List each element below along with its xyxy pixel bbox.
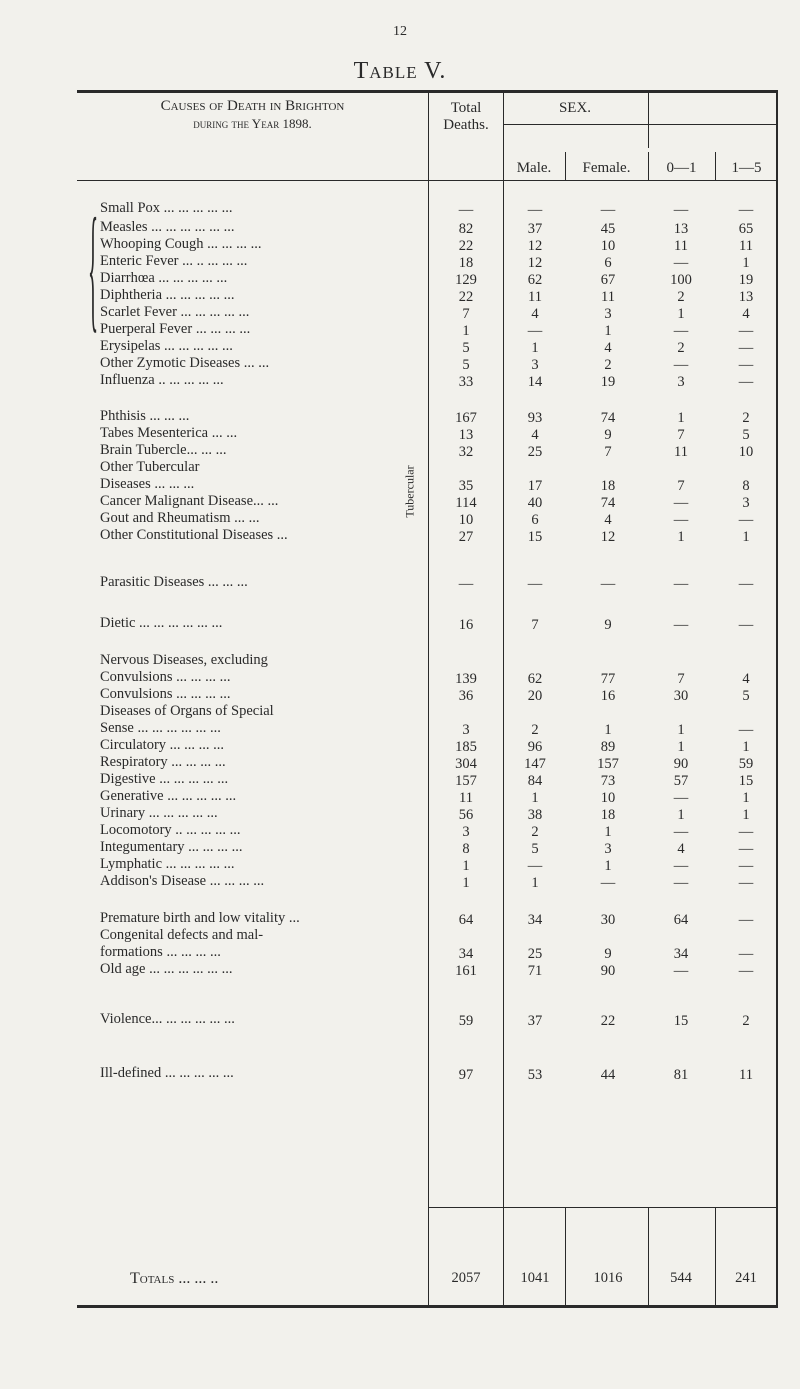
cell-a: — — [673, 255, 689, 271]
sex-rule — [503, 124, 778, 125]
row-cause: formations ... ... ... ... — [100, 944, 221, 960]
rule-totals-a — [648, 1207, 649, 1307]
cell-a: 15 — [673, 1013, 689, 1029]
cell-male: 12 — [527, 255, 543, 271]
cell-female: 74 — [600, 410, 616, 426]
cell-male: 147 — [524, 756, 546, 772]
cell-female: 1 — [604, 722, 612, 738]
cell-a: 1 — [677, 807, 685, 823]
cell-total: 3 — [462, 824, 470, 840]
cell-b: — — [738, 323, 754, 339]
totals-female: 1016 — [593, 1270, 623, 1286]
cell-male: 14 — [527, 374, 543, 390]
cell-female: — — [600, 875, 616, 891]
cell-b: 8 — [742, 478, 750, 494]
cell-a: 7 — [677, 671, 685, 687]
cell-b: — — [738, 374, 754, 390]
rule-male-left — [503, 90, 504, 1308]
row-cause: Parasitic Diseases ... ... ... — [100, 574, 248, 590]
cell-b: — — [738, 617, 754, 633]
cell-a: — — [673, 202, 689, 218]
cell-a: — — [673, 790, 689, 806]
cell-female: 89 — [600, 739, 616, 755]
cell-female: 4 — [604, 340, 612, 356]
row-cause: Generative ... ... ... ... ... — [100, 788, 237, 804]
row-cause: Other Constitutional Diseases ... — [100, 527, 288, 543]
row-cause: Diseases of Organs of Special — [100, 703, 274, 719]
cell-b: 11 — [739, 1067, 753, 1083]
cell-female: 12 — [600, 529, 616, 545]
row-cause: Convulsions ... ... ... ... — [100, 686, 231, 702]
row-cause: Digestive ... ... ... ... ... — [100, 771, 229, 787]
row-cause: Locomotory .. ... ... ... ... — [100, 822, 241, 838]
cell-a: 1 — [677, 739, 685, 755]
cell-male: 5 — [531, 841, 539, 857]
cell-b: 1 — [742, 739, 750, 755]
cell-female: 30 — [600, 912, 616, 928]
cell-female: 45 — [600, 221, 616, 237]
cell-female: 67 — [600, 272, 616, 288]
cell-total: 56 — [458, 807, 474, 823]
header-causes: Causes of Death in Brighton during the Year 1898. — [160, 98, 345, 131]
cell-b: 1 — [742, 529, 750, 545]
cell-a: — — [673, 512, 689, 528]
cell-female: 4 — [604, 512, 612, 528]
table-title: Table V. — [353, 58, 447, 84]
cell-a: 34 — [673, 946, 689, 962]
cell-b: 59 — [738, 756, 754, 772]
cell-female: 11 — [601, 289, 615, 305]
cell-female: 157 — [597, 756, 619, 772]
cell-b: 1 — [742, 790, 750, 806]
header-age-1-5: 1—5 — [731, 160, 762, 176]
row-cause: Gout and Rheumatism ... ... — [100, 510, 260, 526]
cell-female: 3 — [604, 306, 612, 322]
cell-total: 304 — [455, 756, 477, 772]
row-cause: Congenital defects and mal- — [100, 927, 264, 943]
cell-a: — — [673, 963, 689, 979]
cell-female: 73 — [600, 773, 616, 789]
cell-a: 11 — [674, 238, 688, 254]
cell-total: 5 — [462, 340, 470, 356]
cell-total: 129 — [455, 272, 477, 288]
cell-female: 16 — [600, 688, 616, 704]
cell-male: 3 — [531, 357, 539, 373]
cell-female: 6 — [604, 255, 612, 271]
cell-total: 167 — [455, 410, 477, 426]
cell-b: 5 — [742, 427, 750, 443]
row-cause: Influenza .. ... ... ... ... — [100, 372, 224, 388]
cell-a: — — [673, 875, 689, 891]
cell-total: 97 — [458, 1067, 474, 1083]
cell-a: 100 — [670, 272, 692, 288]
row-cause: Addison's Disease ... ... ... ... — [100, 873, 265, 889]
cell-male: 96 — [527, 739, 543, 755]
cell-female: 10 — [600, 238, 616, 254]
row-cause: Circulatory ... ... ... ... — [100, 737, 225, 753]
cell-total: 7 — [462, 306, 470, 322]
cell-a: 81 — [673, 1067, 689, 1083]
cell-b: 13 — [738, 289, 754, 305]
cell-female: 77 — [600, 671, 616, 687]
cell-total: 8 — [462, 841, 470, 857]
header-sex: SEX. — [558, 100, 592, 116]
cell-total: 1 — [462, 323, 470, 339]
totals-a: 544 — [670, 1270, 692, 1286]
totals-male: 1041 — [520, 1270, 550, 1286]
cell-female: 7 — [604, 444, 612, 460]
cell-b: 2 — [742, 1013, 750, 1029]
cell-b: 15 — [738, 773, 754, 789]
cell-total: 11 — [459, 790, 473, 806]
cell-male: 1 — [531, 790, 539, 806]
cell-b: — — [738, 841, 754, 857]
cell-male: 38 — [527, 807, 543, 823]
cell-male: 93 — [527, 410, 543, 426]
cell-a: 1 — [677, 722, 685, 738]
cell-a: 57 — [673, 773, 689, 789]
cell-total: 22 — [458, 238, 474, 254]
row-cause: Nervous Diseases, excluding — [100, 652, 268, 668]
cell-total: — — [458, 576, 474, 592]
cell-male: 1 — [531, 875, 539, 891]
cell-a: 4 — [677, 841, 685, 857]
header-rule — [77, 180, 778, 181]
cell-a: 3 — [677, 374, 685, 390]
cell-total: 16 — [458, 617, 474, 633]
cell-total: 185 — [455, 739, 477, 755]
cell-a: — — [673, 323, 689, 339]
cell-female: 9 — [604, 946, 612, 962]
row-cause: Convulsions ... ... ... ... — [100, 669, 231, 685]
row-cause: Premature birth and low vitality ... — [100, 910, 300, 926]
row-cause: Brain Tubercle... ... ... — [100, 442, 227, 458]
cell-a: 2 — [677, 289, 685, 305]
cell-total: 10 — [458, 512, 474, 528]
cell-male: 37 — [527, 1013, 543, 1029]
cell-female: 44 — [600, 1067, 616, 1083]
cell-a: 13 — [673, 221, 689, 237]
tubercular-label: Tubercular — [402, 465, 417, 518]
cell-total: 27 — [458, 529, 474, 545]
cell-total: 82 — [458, 221, 474, 237]
cell-male: 17 — [527, 478, 543, 494]
cell-a: 1 — [677, 410, 685, 426]
cell-male: 2 — [531, 824, 539, 840]
cell-male: — — [527, 323, 543, 339]
cell-b: — — [738, 875, 754, 891]
cell-total: 64 — [458, 912, 474, 928]
cell-b: — — [738, 576, 754, 592]
cell-b: 5 — [742, 688, 750, 704]
header-total: Total Deaths. — [443, 100, 489, 133]
cell-male: 2 — [531, 722, 539, 738]
cell-total: 18 — [458, 255, 474, 271]
cell-b: 19 — [738, 272, 754, 288]
cell-a: — — [673, 617, 689, 633]
cell-total: 22 — [458, 289, 474, 305]
cell-female: 22 — [600, 1013, 616, 1029]
cell-total: 32 — [458, 444, 474, 460]
cell-male: 62 — [527, 272, 543, 288]
cell-a: 11 — [674, 444, 688, 460]
cell-total: 1 — [462, 875, 470, 891]
row-cause: Tabes Mesenterica ... ... — [100, 425, 238, 441]
cell-female: — — [600, 202, 616, 218]
cell-male: 1 — [531, 340, 539, 356]
row-cause: Erysipelas ... ... ... ... ... — [100, 338, 233, 354]
cell-male: 20 — [527, 688, 543, 704]
cell-male: 62 — [527, 671, 543, 687]
cell-b: 1 — [742, 255, 750, 271]
cell-total: 3 — [462, 722, 470, 738]
cell-male: 4 — [531, 427, 539, 443]
cell-female: — — [600, 576, 616, 592]
cell-b: 3 — [742, 495, 750, 511]
cell-female: 19 — [600, 374, 616, 390]
brace-zymotic: { — [88, 190, 99, 345]
row-cause: Scarlet Fever ... ... ... ... ... — [100, 304, 250, 320]
header-female: Female. — [582, 160, 631, 176]
cell-b: 11 — [739, 238, 753, 254]
cell-b: 10 — [738, 444, 754, 460]
row-cause: Ill-defined ... ... ... ... ... — [100, 1065, 234, 1081]
cell-b: — — [738, 202, 754, 218]
cell-total: 1 — [462, 858, 470, 874]
cell-total: 35 — [458, 478, 474, 494]
cell-b: 4 — [742, 306, 750, 322]
cell-b: — — [738, 357, 754, 373]
cell-a: — — [673, 824, 689, 840]
totals-label: Totals ... ... .. — [130, 1270, 219, 1287]
cell-a: 30 — [673, 688, 689, 704]
cell-male: 34 — [527, 912, 543, 928]
cell-a: 7 — [677, 427, 685, 443]
cell-a: — — [673, 576, 689, 592]
cell-male: 53 — [527, 1067, 543, 1083]
row-cause: Dietic ... ... ... ... ... ... — [100, 615, 223, 631]
row-cause: Puerperal Fever ... ... ... ... — [100, 321, 251, 337]
cell-b: — — [738, 512, 754, 528]
row-cause: Phthisis ... ... ... — [100, 408, 190, 424]
cell-b: 2 — [742, 410, 750, 426]
row-cause: Lymphatic ... ... ... ... ... — [100, 856, 235, 872]
cell-a: 7 — [677, 478, 685, 494]
totals-rule — [428, 1207, 778, 1208]
cell-male: 25 — [527, 444, 543, 460]
cell-total: 34 — [458, 946, 474, 962]
cell-a: — — [673, 357, 689, 373]
rule-age-top — [648, 90, 649, 148]
totals-total: 2057 — [451, 1270, 481, 1286]
cell-male: — — [527, 202, 543, 218]
cell-male: 11 — [528, 289, 542, 305]
cell-a: 2 — [677, 340, 685, 356]
cell-male: 71 — [527, 963, 543, 979]
cell-b: — — [738, 946, 754, 962]
row-cause: Small Pox ... ... ... ... ... — [100, 200, 233, 216]
cell-a: 1 — [677, 529, 685, 545]
cell-male: 37 — [527, 221, 543, 237]
cell-a: — — [673, 858, 689, 874]
cell-female: 2 — [604, 357, 612, 373]
row-cause: Respiratory ... ... ... ... — [100, 754, 226, 770]
row-cause: Sense ... ... ... ... ... ... — [100, 720, 221, 736]
row-cause: Diseases ... ... ... — [100, 476, 195, 492]
cell-female: 9 — [604, 427, 612, 443]
cell-male: 15 — [527, 529, 543, 545]
cell-female: 10 — [600, 790, 616, 806]
cell-b: — — [738, 824, 754, 840]
cell-female: 3 — [604, 841, 612, 857]
cell-total: — — [458, 202, 474, 218]
rule-totals-b — [715, 1207, 716, 1307]
cell-total: 139 — [455, 671, 477, 687]
rule-totals-female — [565, 1207, 566, 1307]
cell-b: 4 — [742, 671, 750, 687]
cell-female: 74 — [600, 495, 616, 511]
row-cause: Whooping Cough ... ... ... ... — [100, 236, 262, 252]
cell-total: 5 — [462, 357, 470, 373]
cell-male: — — [527, 858, 543, 874]
row-cause: Violence... ... ... ... ... ... — [100, 1011, 235, 1027]
row-cause: Integumentary ... ... ... ... — [100, 839, 243, 855]
cell-total: 161 — [455, 963, 477, 979]
totals-b: 241 — [735, 1270, 757, 1286]
cell-female: 9 — [604, 617, 612, 633]
header-age-0-1: 0—1 — [666, 160, 697, 176]
cell-b: — — [738, 722, 754, 738]
cell-b: 1 — [742, 807, 750, 823]
row-cause: Other Zymotic Diseases ... ... — [100, 355, 270, 371]
cell-b: — — [738, 963, 754, 979]
cell-male: 12 — [527, 238, 543, 254]
cell-b: — — [738, 858, 754, 874]
row-cause: Diphtheria ... ... ... ... ... — [100, 287, 235, 303]
cell-female: 1 — [604, 824, 612, 840]
cell-b: — — [738, 912, 754, 928]
row-cause: Enteric Fever ... .. ... ... ... — [100, 253, 248, 269]
row-cause: Measles ... ... ... ... ... ... — [100, 219, 235, 235]
row-cause: Old age ... ... ... ... ... ... — [100, 961, 233, 977]
cell-male: 7 — [531, 617, 539, 633]
page-number: 12 — [393, 24, 407, 39]
cell-female: 1 — [604, 323, 612, 339]
cell-a: 90 — [673, 756, 689, 772]
cell-total: 36 — [458, 688, 474, 704]
cell-male: 4 — [531, 306, 539, 322]
cell-a: 1 — [677, 306, 685, 322]
cell-b: — — [738, 340, 754, 356]
cell-a: 64 — [673, 912, 689, 928]
header-male: Male. — [516, 160, 552, 176]
cell-total: 157 — [455, 773, 477, 789]
cell-b: 65 — [738, 221, 754, 237]
cell-male: 40 — [527, 495, 543, 511]
cell-total: 114 — [455, 495, 477, 511]
cell-female: 18 — [600, 807, 616, 823]
cell-female: 18 — [600, 478, 616, 494]
cell-female: 90 — [600, 963, 616, 979]
cell-male: 84 — [527, 773, 543, 789]
cell-total: 59 — [458, 1013, 474, 1029]
cell-a: — — [673, 495, 689, 511]
cell-male: — — [527, 576, 543, 592]
cell-total: 13 — [458, 427, 474, 443]
row-cause: Urinary ... ... ... ... ... — [100, 805, 218, 821]
cell-female: 1 — [604, 858, 612, 874]
row-cause: Cancer Malignant Disease... ... — [100, 493, 279, 509]
row-cause: Diarrhœa ... ... ... ... ... — [100, 270, 228, 286]
row-cause: Other Tubercular — [100, 459, 200, 475]
cell-male: 25 — [527, 946, 543, 962]
rule-total-left — [428, 90, 429, 1308]
cell-male: 6 — [531, 512, 539, 528]
cell-total: 33 — [458, 374, 474, 390]
